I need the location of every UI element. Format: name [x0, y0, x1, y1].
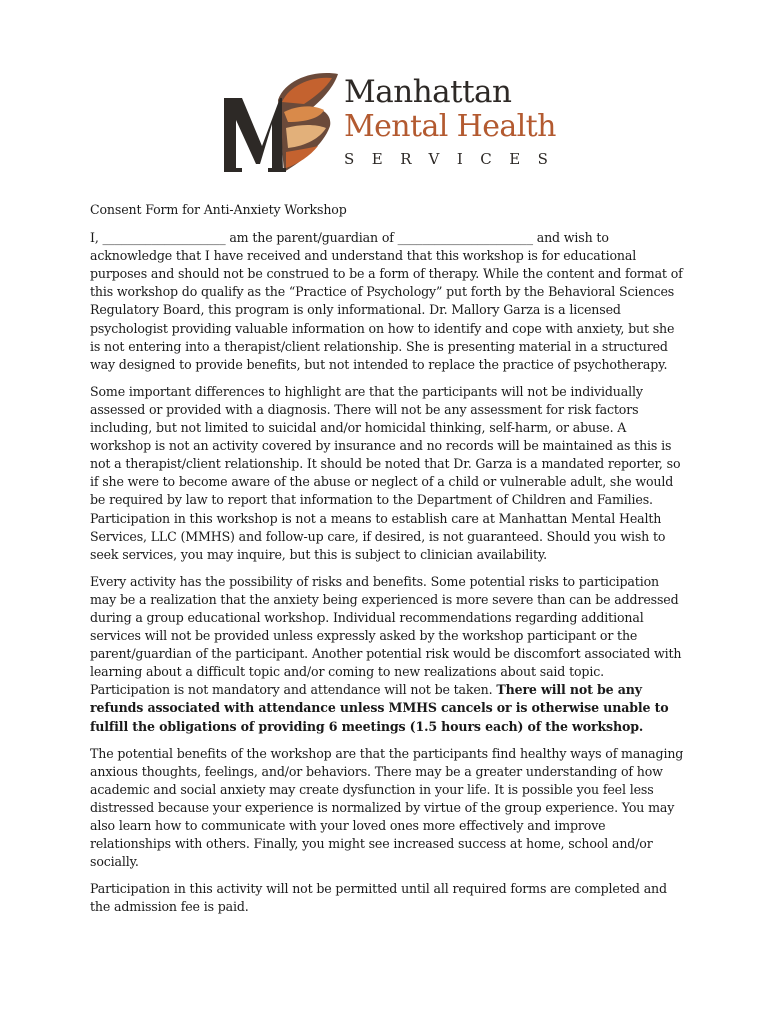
logo-line-mental-health: Mental Health: [344, 109, 556, 144]
paragraph-text: Every activity has the possibility of risks and benefits. Some potential risks to participation may be a realization that the anxiety being experienced is more severe than can be addressed during a group educational workshop. Individual recommendations regarding additional services will not be provided unless expressly asked by the workshop participant or the parent/guardian of the participant. Another potential risk would be discomfort associated with learning about a difficult topic and/or coming to new realizations about said topic. Participation is not mandatory and attendance will not be taken.: [90, 573, 682, 698]
logo-line-services: SERVICES: [344, 150, 566, 168]
paragraph-risks: [90, 573, 686, 736]
paragraph-text: Some important differences to highlight are that the participants will not be individually assessed or provided with a diagnosis. There will not be any assessment for risk factors including, but not limited to suicidal and/or homicidal thinking, self-harm, or abuse. A workshop is not an activity covered by insurance and no records will be maintained as this is not a therapist/client relationship. It should be noted that Dr. Garza is a mandated reporter, so if she were to become aware of the abuse or neglect of a child or vulnerable adult, she would be required by law to report that information to the Department of Children and Families. Participation in this workshop is not a means to establish care at Manhattan Mental Health Services, LLC (MMHS) and follow-up care, if desired, is not guaranteed. Should you wish to seek services, you may inquire, but this is subject to clinician availability.: [90, 383, 681, 562]
paragraph-differences: [90, 383, 686, 564]
refund-policy-bold-text: There will not be any refunds associated with attendance unless MMHS cancels or is otherwise unable to fulfill the obligations of providing 6 meetings (1.5 hours each) of the workshop.: [90, 682, 669, 734]
paragraph-text: Participation in this activity will not be permitted until all required forms are completed and the admission fee is paid.: [90, 881, 667, 915]
logo-wordmark: [344, 74, 564, 170]
paragraph-text: The potential benefits of the workshop are that the participants find healthy ways of managing anxious thoughts, feelings, and/or behaviors. There may be a greater understanding of how academic and social anxiety may create dysfunction in your life. It is possible you feel less distressed because your experience is normalized by virtue of the group experience. You may also learn how to communicate with your loved ones more effectively and improve relationships with others. Finally, you might see increased success at home, school and/or socially.: [90, 745, 684, 870]
paragraph-participation: [90, 880, 686, 916]
manhattan-mental-health-logo: [220, 68, 566, 184]
butterfly-m-logo-icon: [220, 68, 350, 184]
paragraph-acknowledgement: [90, 229, 686, 374]
paragraph-benefits: [90, 745, 686, 872]
logo-line-manhattan: Manhattan: [344, 74, 512, 110]
document-title: Consent Form for Anti-Anxiety Workshop: [90, 202, 347, 217]
document-body: [90, 201, 686, 925]
paragraph-text: I, ____________________ am the parent/guardian of ______________________ and wish to acknowledge that I have received and understand that this workshop is for educational purposes and should not be construed to be a form of therapy. While the content and format of this workshop do qualify as the “Practice of Psychology” put forth by the Behavioral Sciences Regulatory Board, this program is only informational. Dr. Mallory Garza is a licensed psychologist providing valuable information on how to identify and cope with anxiety, but she is not entering into a therapist/client relationship. She is presenting material in a structured way designed to provide benefits, but not intended to replace the practice of psychotherapy.: [90, 230, 683, 372]
butterfly-wing-icon: [278, 73, 338, 172]
